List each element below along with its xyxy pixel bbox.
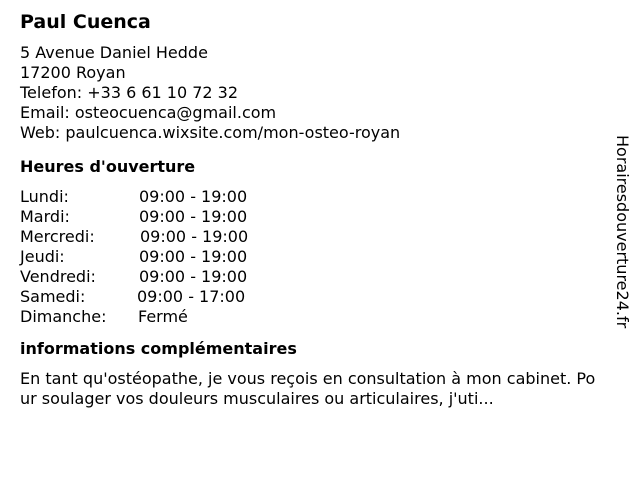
hours-row-wednesday	[20, 227, 610, 247]
additional-info-text: En tant qu'ostéopathe, je vous reçois en consultation à mon cabinet. Pour soulager vos douleurs musculaires ou articulaires, j'uti...	[20, 369, 596, 408]
site-brand-vertical: Horairesdouverture24.fr	[613, 135, 632, 329]
business-name: Paul Cuenca	[20, 11, 151, 33]
day-label: Jeudi:	[20, 247, 65, 266]
day-label: Mardi:	[20, 207, 70, 226]
hours-row-saturday	[20, 287, 610, 307]
day-label: Samedi:	[20, 287, 86, 306]
time-value: 09:00 - 19:00	[140, 227, 249, 246]
day-label: Vendredi:	[20, 267, 96, 286]
hours-row-tuesday	[20, 207, 610, 227]
hours-row-sunday	[20, 307, 610, 327]
day-label: Mercredi:	[20, 227, 95, 246]
hours-row-thursday	[20, 247, 610, 267]
email-line: Email: osteocuenca@gmail.com	[20, 103, 277, 122]
additional-info-heading: informations complémentaires	[20, 339, 297, 358]
address-line-1: 5 Avenue Daniel Hedde	[20, 43, 208, 62]
phone-line: Telefon: +33 6 61 10 72 32	[20, 83, 239, 102]
day-label: Lundi:	[20, 187, 69, 206]
opening-hours-heading: Heures d'ouverture	[20, 157, 196, 176]
time-value: 09:00 - 19:00	[139, 187, 248, 206]
web-line: Web: paulcuenca.wixsite.com/mon-osteo-royan	[20, 123, 401, 142]
hours-row-friday	[20, 267, 610, 287]
address-line-2: 17200 Royan	[20, 63, 126, 82]
day-label: Dimanche:	[20, 307, 107, 326]
time-value: Fermé	[138, 307, 188, 326]
business-card	[20, 10, 610, 409]
time-value: 09:00 - 19:00	[139, 207, 248, 226]
time-value: 09:00 - 19:00	[139, 247, 248, 266]
time-value: 09:00 - 17:00	[137, 287, 246, 306]
hours-row-monday	[20, 187, 610, 207]
opening-hours-table	[20, 187, 610, 327]
time-value: 09:00 - 19:00	[139, 267, 248, 286]
